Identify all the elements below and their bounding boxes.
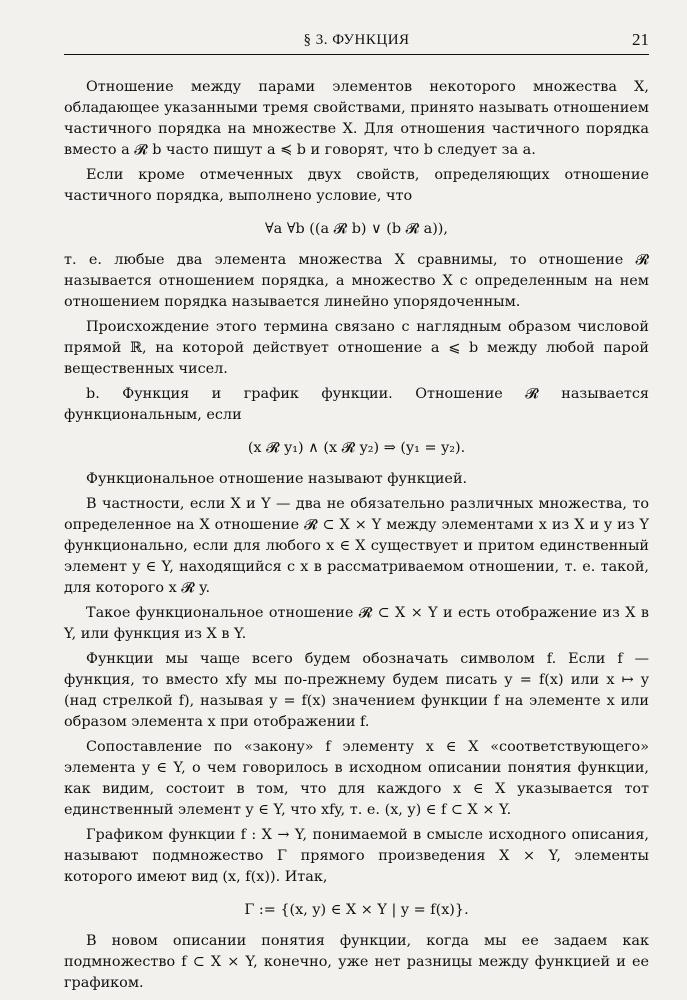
- paragraph-notation: Функции мы чаще всего будем обозначать символом f. Если f — функция, то вместо xfy мы по-прежнему будем писать y = f(x) или x ↦ y (над стрелкой f), называя y = f(x) значением функции f на элементе x или образом элемента x при отображении f.: [64, 651, 649, 730]
- paragraph-law-correspondence: Сопоставление по «закону» f элементу x ∈ X «соответствующего» элемента y ∈ Y, о чем говорилось в исходном описании понятия функции, как видим, состоит в том, что для каждого x ∈ X указывается тот единственный элемент y ∈ Y, что xfy, т. е. (x, y) ∈ f ⊂ X × Y.: [64, 739, 649, 818]
- paragraph-condition-intro: Если кроме отмеченных двух свойств, определяющих отношение частичного порядка, выполнено условие, что: [64, 167, 649, 204]
- paragraph-function-def: Функциональное отношение называют функцией.: [86, 471, 468, 487]
- formula-graph: Γ := {(x, y) ∈ X × Y | y = f(x)}.: [244, 902, 469, 918]
- running-title: § 3. ФУНКЦИЯ: [303, 32, 410, 48]
- text-body: [64, 77, 649, 998]
- formula-comparability: ∀a ∀b ((a 𝓡 b) ∨ (b 𝓡 a)),: [264, 221, 448, 237]
- paragraph-mapping: Такое функциональное отношение 𝓡 ⊂ X × Y и есть отображение из X в Y, или функция из X в Y.: [64, 605, 649, 642]
- paragraph-partial-order: Отношение между парами элементов некоторого множества X, обладающее указанными тремя свойствами, принято называть отношением частичного порядка на множестве X. Для отношения частичного порядка вместо a 𝓡 b часто пишут a ≼ b и говорят, что b следует за a.: [64, 79, 649, 158]
- paragraph-functional-relation: В частности, если X и Y — два не обязательно различных множества, то определенное на X отношение 𝓡 ⊂ X × Y между элементами x из X и y из Y функционально, если для любого x ∈ X существует и притом единственный элемент y ∈ Y, находящийся с x в рассматриваемом отношении, т. е. такой, для которого x 𝓡 y.: [64, 496, 649, 596]
- running-header: [64, 28, 649, 55]
- paragraph-term-origin: Происхождение этого термина связано с наглядным образом числовой прямой ℝ, на которой действует отношение a ⩽ b между любой парой вещественных чисел.: [64, 319, 649, 377]
- paragraph-new-description: В новом описании понятия функции, когда мы ее задаем как подмножество f ⊂ X × Y, конечно, уже нет разницы между функцией и ее графиком.: [64, 933, 649, 991]
- page-number: 21: [632, 30, 649, 49]
- section-heading-function-graph: b. Функция и график функции. Отношение 𝓡 называется функциональным, если: [64, 386, 649, 423]
- formula-functional: (x 𝓡 y₁) ∧ (x 𝓡 y₂) ⇒ (y₁ = y₂).: [247, 440, 466, 456]
- paragraph-graph-definition: Графиком функции f : X → Y, понимаемой в смысле исходного описания, называют подмножество Γ прямого произведения X × Y, элементы которого имеют вид (x, f(x)). Итак,: [64, 827, 649, 885]
- paragraph-linear-order: т. е. любые два элемента множества X сравнимы, то отношение 𝓡 называется отношением порядка, а множество X с определенным на нем отношением порядка называется линейно упорядоченным.: [64, 252, 649, 310]
